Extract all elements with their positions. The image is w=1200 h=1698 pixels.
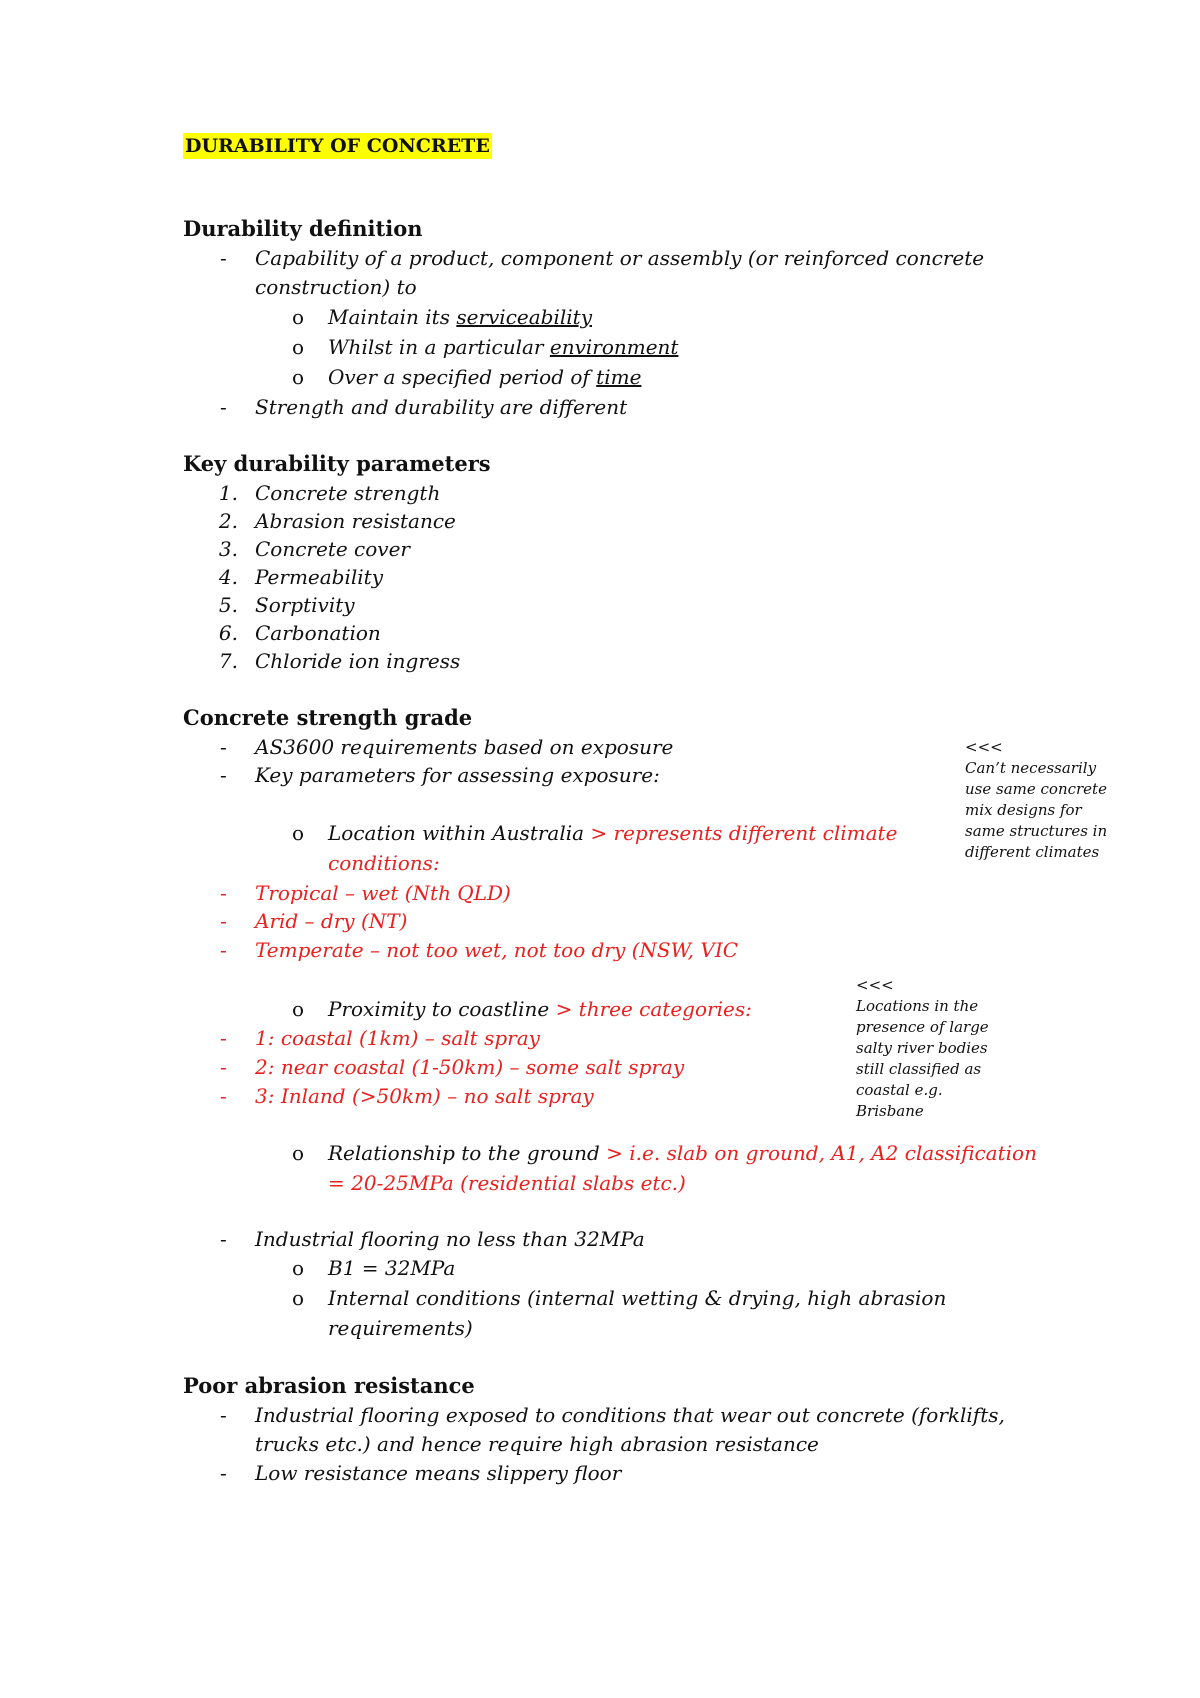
sub-bullet-text-part: Proximity to coastline [328,997,556,1021]
section-heading-durability-definition: Durability definition [183,216,423,241]
margin-note-coastal [856,975,989,1122]
list-item: Chloride ion ingress [255,649,461,673]
bullet-text-red: Arid – dry (NT) [255,909,408,933]
section-heading-strength-grade: Concrete strength grade [183,705,473,730]
section-heading-key-parameters: Key durability parameters [183,451,491,476]
sub-bullet-text-part: Location within Australia [328,821,591,845]
circle-marker: o [292,997,305,1021]
margin-note-climates [965,737,1107,863]
dash-marker: - [220,763,227,787]
red-annotation: > three categories: [555,997,752,1021]
dash-marker: - [220,246,227,270]
note-line: Brisbane [856,1102,924,1120]
sub-bullet-text [328,820,897,846]
red-annotation: > represents different climate [590,821,898,845]
section-heading-abrasion: Poor abrasion resistance [183,1373,475,1398]
list-item: Permeability [255,565,384,589]
note-line: presence of large [856,1018,989,1036]
red-annotation: > i.e. slab on ground, A1, A2 classification [606,1141,1037,1165]
note-line: <<< [965,738,1003,756]
list-item: Concrete cover [255,537,410,561]
underlined-term: time [596,365,642,389]
note-line: Locations in the [856,997,979,1015]
dash-marker: - [220,735,227,759]
bullet-text: Low resistance means slippery floor [255,1461,622,1485]
dash-marker: - [220,881,227,905]
list-number: 2. [218,509,238,533]
bullet-text-red: Tropical – wet (Nth QLD) [255,881,511,905]
note-line: coastal e.g. [856,1081,943,1099]
sub-bullet-text-part: Over a specified period of [328,365,597,389]
note-line: same structures in [965,822,1108,840]
red-annotation: = 20-25MPa (residential slabs etc.) [328,1171,686,1195]
sub-bullet-text: B1 = 32MPa [328,1256,456,1280]
list-number: 3. [218,537,238,561]
bullet-text: Industrial flooring exposed to conditions that wear out concrete (forklifts, [255,1403,1005,1427]
bullet-text: trucks etc.) and hence require high abrasion resistance [255,1432,819,1456]
sub-bullet-text-part: Maintain its [328,305,457,329]
note-line: salty river bodies [856,1039,988,1057]
list-item: Carbonation [255,621,381,645]
list-item: Sorptivity [255,593,355,617]
dash-marker: - [220,395,227,419]
sub-bullet-text: requirements) [328,1316,473,1340]
red-annotation: conditions: [328,851,440,875]
document-title: DURABILITY OF CONCRETE [185,135,490,157]
sub-bullet-text-part: Relationship to the ground [328,1141,607,1165]
bullet-text: Strength and durability are different [255,395,628,419]
underlined-term: serviceability [456,305,592,329]
dash-marker: - [220,909,227,933]
note-line: still classified as [856,1060,982,1078]
sub-bullet-text-part: Whilst in a particular [328,335,550,359]
circle-marker: o [292,335,305,359]
sub-bullet-text: Internal conditions (internal wetting & drying, high abrasion [328,1286,947,1310]
circle-marker: o [292,365,305,389]
circle-marker: o [292,1286,305,1310]
sub-bullet-text [328,304,592,330]
dash-marker: - [220,1084,227,1108]
bullet-text: Key parameters for assessing exposure: [255,763,660,787]
sub-bullet-text [328,996,752,1022]
sub-bullet-text [328,1140,1037,1166]
list-number: 6. [218,621,238,645]
list-number: 7. [218,649,238,673]
bullet-text-red: 1: coastal (1km) – salt spray [255,1026,540,1050]
note-line: <<< [856,976,894,994]
dash-marker: - [220,938,227,962]
sub-bullet-text [328,334,678,360]
note-line: mix designs for [965,801,1082,819]
list-number: 1. [218,481,238,505]
dash-marker: - [220,1403,227,1427]
note-line: different climates [965,843,1100,861]
circle-marker: o [292,305,305,329]
bullet-text-red: 3: Inland (>50km) – no salt spray [255,1084,594,1108]
list-number: 4. [218,565,238,589]
dash-marker: - [220,1055,227,1079]
note-line: use same concrete [965,780,1107,798]
list-number: 5. [218,593,238,617]
bullet-text: Capability of a product, component or assembly (or reinforced concrete [255,246,985,270]
bullet-text: construction) to [255,275,417,299]
dash-marker: - [220,1461,227,1485]
circle-marker: o [292,1256,305,1280]
bullet-text: Industrial flooring no less than 32MPa [255,1227,645,1251]
underlined-term: environment [549,335,679,359]
note-line: Can’t necessarily [965,759,1097,777]
dash-marker: - [220,1026,227,1050]
bullet-text-red: Temperate – not too wet, not too dry (NSW, VIC [255,938,739,962]
list-item: Concrete strength [255,481,441,505]
bullet-text: AS3600 requirements based on exposure [255,735,674,759]
bullet-text-red: 2: near coastal (1-50km) – some salt spray [255,1055,685,1079]
list-item: Abrasion resistance [255,509,456,533]
circle-marker: o [292,1141,305,1165]
circle-marker: o [292,821,305,845]
dash-marker: - [220,1227,227,1251]
sub-bullet-text [328,364,641,390]
